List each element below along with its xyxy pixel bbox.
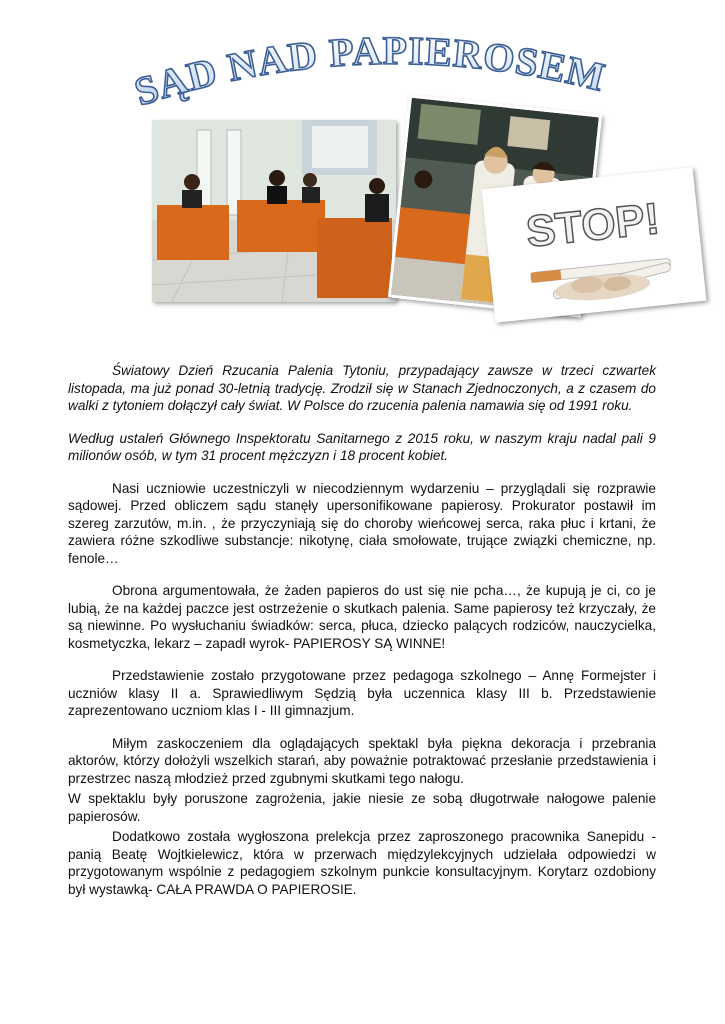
- paragraph-8: Dodatkowo została wygłoszona prelekcja przez zaproszonego pracownika Sanepidu - panią Beatę Wojtkielewicz, która w przerwach międzylekcyjnych udzielała odpowiedzi w przygotowanym wspólnie z pedagogiem szkolnym punkcie konsultacyjnym. Korytarz ozdobiony był wystawką- CAŁA PRAWDA O PAPIEROSIE.: [68, 829, 656, 897]
- paragraph-4: Obrona argumentowała, że żaden papieros do ust się nie pcha…, że kupują je ci, co je lubią, że na każdej paczce jest ostrzeżenie o skutkach palenia. Same papierosy też krzyczały, że są niewinne. Po wysłuchaniu świadków: serca, płuca, dziecko palących rodziców, nauczycielka, kosmetyczka, lekarz – zapadł wyrok- PAPIEROSY SĄ WINNE!: [68, 583, 656, 651]
- paragraph-1: Światowy Dzień Rzucania Palenia Tytoniu, przypadający zawsze w trzeci czwartek listopada, ma już ponad 30-letnią tradycję. Zrodził się w Stanach Zjednoczonych, a z czasem do walki z tytoniem dołączył cały świat. W Polsce do rzucenia palenia namawia się od 1991 roku.: [68, 363, 656, 413]
- paragraph-7: W spektaklu były poruszone zagrożenia, jakie niesie ze sobą długotrwałe nałogowe palenie papierosów.: [68, 791, 656, 824]
- stop-smoking-graphic: [482, 167, 707, 322]
- page-title: [120, 36, 640, 116]
- stop-text: STOP!: [523, 194, 662, 257]
- paragraph-5: Przedstawienie zostało przygotowane przez pedagoga szkolnego – Annę Formejster i uczniów klasy II a. Sprawiedliwym Sędzią była uczennica klasy III b. Przedstawienie zaprezentowano uczniom klas I - III gimnazjum.: [68, 668, 656, 718]
- paragraph-3: Nasi uczniowie uczestniczyli w niecodziennym wydarzeniu – przyglądali się rozprawie sądowej. Przed obliczem sądu stanęły upersonifikowane papierosy. Prokurator postawił im szereg zarzutów, m.in. , że przyczyniają się do choroby wieńcowej serca, raka płuc i krtani, że zawiera różne szkodliwe substancje: nikotynę, ciała smołowate, trujące związki chemiczne, np. fenole…: [68, 480, 656, 566]
- paragraph-2: Według ustaleń Głównego Inspektoratu Sanitarnego z 2015 roku, w naszym kraju nadal pali 9 milionów osób, w tym 31 procent mężczyzn i 18 procent kobiet.: [68, 430, 656, 463]
- svg-text:SĄD NAD PAPIEROSEM: [129, 36, 610, 114]
- article-body: [68, 362, 656, 913]
- paragraph-6: Miłym zaskoczeniem dla oglądających spektakl była piękna dekoracja i przebrania aktorów, którzy dołożyli wszelkich starań, aby poważnie potraktować przesłanie przedstawienia i przestrzec naszą młodzież przed zgubnymi skutkami tego nałogu.: [68, 735, 656, 786]
- title-text: SĄD NAD PAPIEROSEM: [129, 36, 610, 115]
- courtroom-photo: [152, 120, 396, 302]
